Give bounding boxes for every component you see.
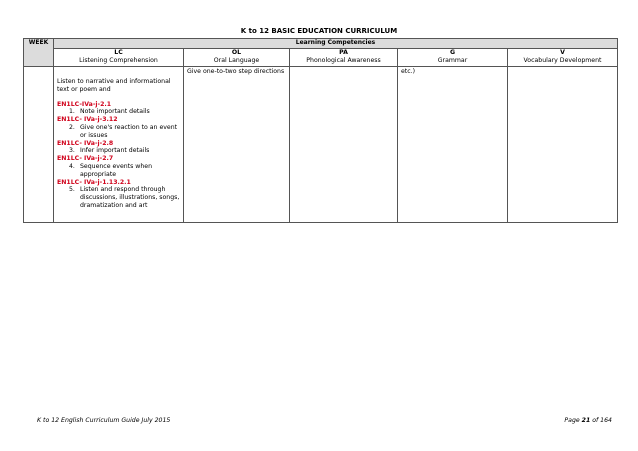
item-text: Give one's reaction to an event or issues bbox=[80, 123, 178, 139]
footer-page-number bbox=[564, 417, 612, 424]
column-label: Vocabulary Development bbox=[523, 57, 602, 64]
competency-code: EN1LC- IVa-j-2.8 bbox=[57, 139, 114, 147]
item-number: 4. bbox=[69, 162, 75, 170]
page-current: 21 bbox=[581, 417, 591, 424]
page-suffix: of 164 bbox=[592, 417, 612, 424]
ol-text: Give one-to-two step directions bbox=[187, 68, 285, 75]
column-code: OL bbox=[231, 49, 242, 56]
page-prefix: Page bbox=[564, 417, 580, 424]
column-header-g bbox=[398, 49, 508, 67]
item-text: Infer important details bbox=[80, 147, 150, 155]
ol-cell bbox=[184, 67, 290, 223]
column-code: PA bbox=[339, 49, 348, 56]
lc-cell bbox=[54, 67, 184, 223]
competency-code: EN1LC- IVa-j-2.7 bbox=[57, 155, 114, 163]
column-code: V bbox=[560, 49, 565, 56]
column-header-ol bbox=[184, 49, 290, 67]
column-code: G bbox=[449, 49, 456, 56]
learning-competencies-header: Learning Competencies bbox=[54, 39, 618, 49]
week-cell bbox=[24, 67, 54, 223]
item-number: 2. bbox=[69, 123, 75, 131]
competency-code: EN1LC- IVa-j-3.12 bbox=[57, 116, 118, 124]
curriculum-table bbox=[23, 38, 618, 223]
column-label: Phonological Awareness bbox=[306, 57, 381, 64]
g-text: etc.) bbox=[401, 68, 416, 75]
item-text: Listen and respond through discussions, illustrations, songs, dramatization and art bbox=[80, 186, 180, 209]
column-code: LC bbox=[114, 49, 123, 56]
column-header-v bbox=[508, 49, 618, 67]
list-item bbox=[57, 108, 180, 116]
list-item bbox=[57, 186, 180, 209]
footer-doc-title: K to 12 English Curriculum Guide July 2015 bbox=[37, 417, 171, 424]
column-label: Grammar bbox=[437, 57, 468, 64]
list-item bbox=[57, 163, 180, 179]
lc-intro-text: Listen to narrative and informational text or poem and bbox=[57, 78, 171, 93]
v-cell bbox=[508, 67, 618, 223]
list-item bbox=[57, 147, 180, 155]
item-number: 5. bbox=[69, 186, 75, 194]
page-title: K to 12 BASIC EDUCATION CURRICULUM bbox=[240, 27, 398, 35]
pa-cell bbox=[290, 67, 398, 223]
competency-code: EN1LC-IVa-j-2.1 bbox=[57, 100, 112, 108]
list-item bbox=[57, 124, 180, 140]
item-text: Note important details bbox=[80, 108, 150, 116]
v-text bbox=[508, 67, 617, 69]
column-label: Oral Language bbox=[213, 57, 260, 64]
competency-code: EN1LC- IVa-j-1.13.2.1 bbox=[57, 178, 131, 186]
item-number: 3. bbox=[69, 147, 75, 155]
column-header-pa bbox=[290, 49, 398, 67]
g-cell bbox=[398, 67, 508, 223]
column-label: Listening Comprehension bbox=[79, 57, 158, 64]
table-row bbox=[24, 67, 618, 223]
item-text: Sequence events when appropriate bbox=[80, 162, 153, 178]
pa-text bbox=[290, 67, 397, 69]
week-header: WEEK bbox=[24, 39, 54, 67]
column-header-lc bbox=[54, 49, 184, 67]
item-number: 1. bbox=[69, 108, 75, 116]
